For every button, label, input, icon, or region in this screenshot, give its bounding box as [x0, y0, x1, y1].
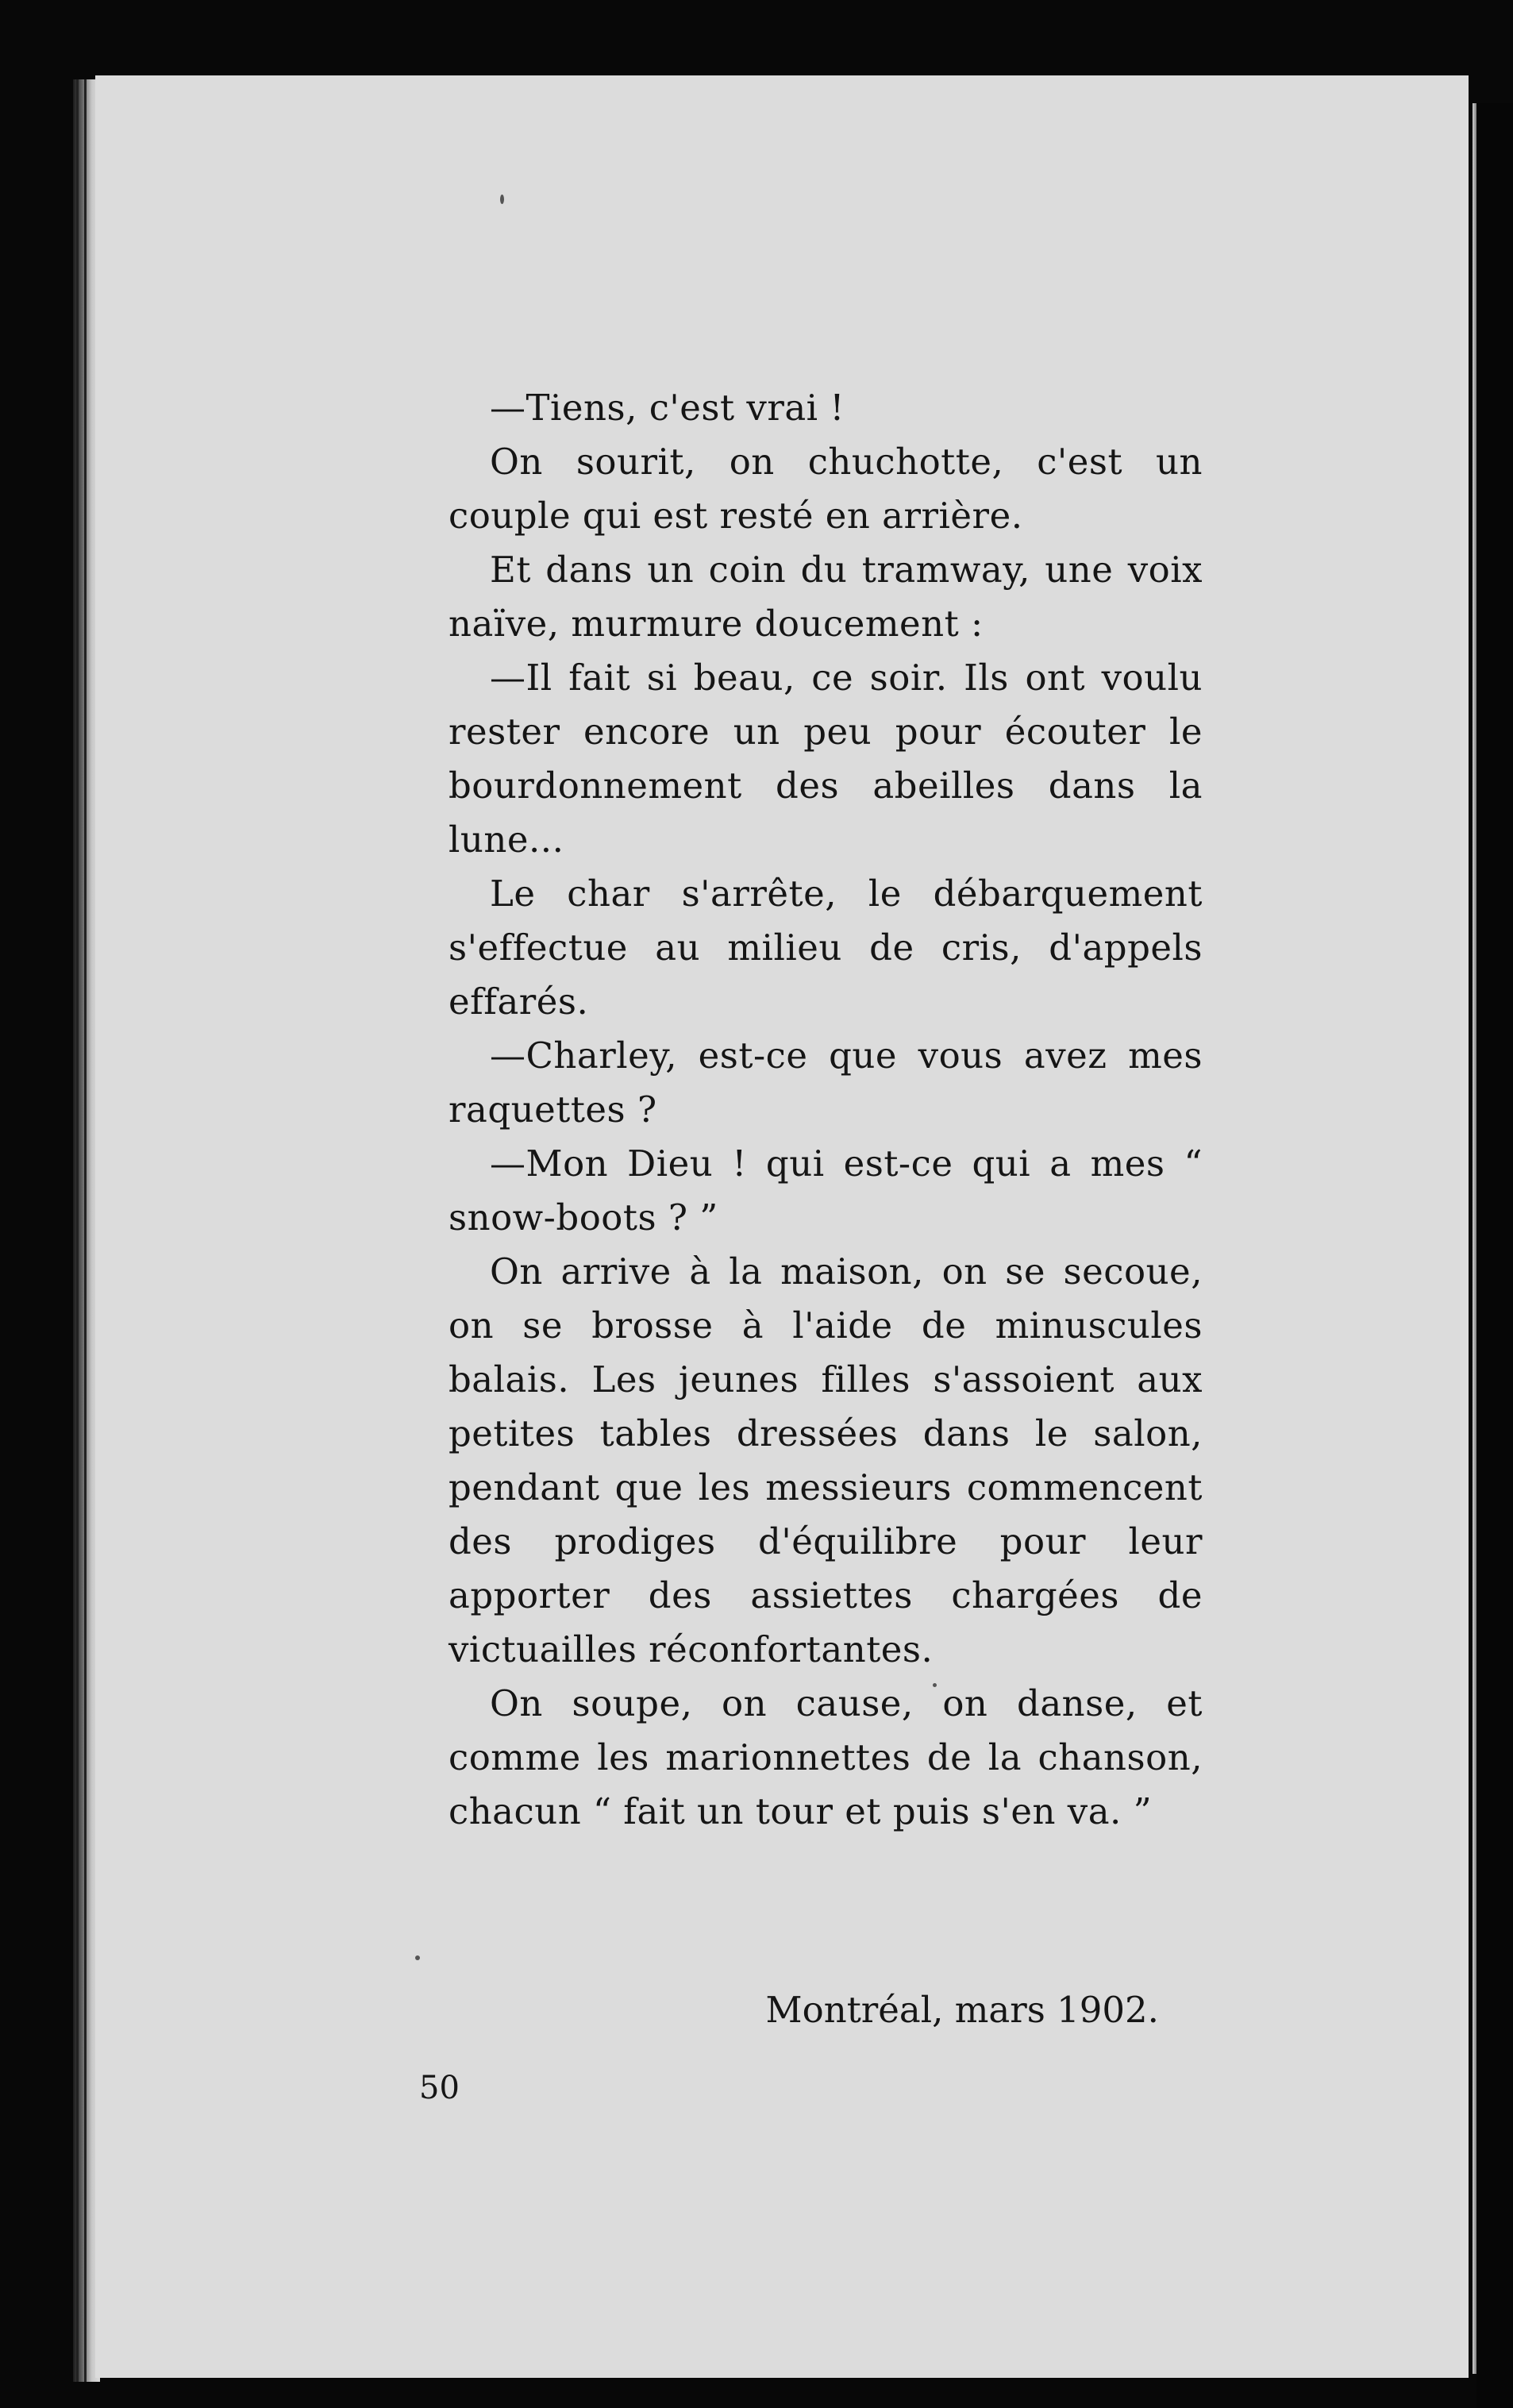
scan-speck	[500, 195, 504, 204]
paragraph: —Il fait si beau, ce soir. Ils ont voulu rester encore un peu pour écouter le bourdonnement des abeilles dans la lune...	[449, 657, 1203, 861]
paragraph: Et dans un coin du tramway, une voix naïve, murmure doucement :	[449, 549, 1203, 645]
body-text	[449, 381, 1203, 1839]
paragraph: On soupe, on cause, on danse, et comme les marionnettes de la chanson, chacun “ fait un tour et puis s'en va. ”	[449, 1682, 1203, 1832]
paragraph: —Mon Dieu ! qui est-ce qui a mes “ snow-boots ? ”	[449, 1142, 1203, 1239]
paragraph: On sourit, on chuchotte, c'est un couple qui est resté en arrière.	[449, 441, 1203, 537]
page-number: 50	[419, 2070, 460, 2106]
place-date-signature: Montréal, mars 1902.	[765, 1989, 1159, 2031]
scan-speck	[415, 1955, 420, 1960]
paragraph: On arrive à la maison, on se secoue, on se brosse à l'aide de minuscules balais. Les jeunes filles s'assoient aux petites tables dressées dans le salon, pendant que les messieurs commencent des prodiges d'équilibre pour leur apporter des assiettes chargées de victuailles réconfortantes.	[449, 1250, 1203, 1670]
paragraph: —Tiens, c'est vrai !	[490, 387, 845, 429]
scan-right-border	[1476, 103, 1513, 2408]
paragraph: —Charley, est-ce que vous avez mes raquettes ?	[449, 1034, 1203, 1131]
paragraph: Le char s'arrête, le débarquement s'effectue au milieu de cris, d'appels effarés.	[449, 873, 1203, 1023]
